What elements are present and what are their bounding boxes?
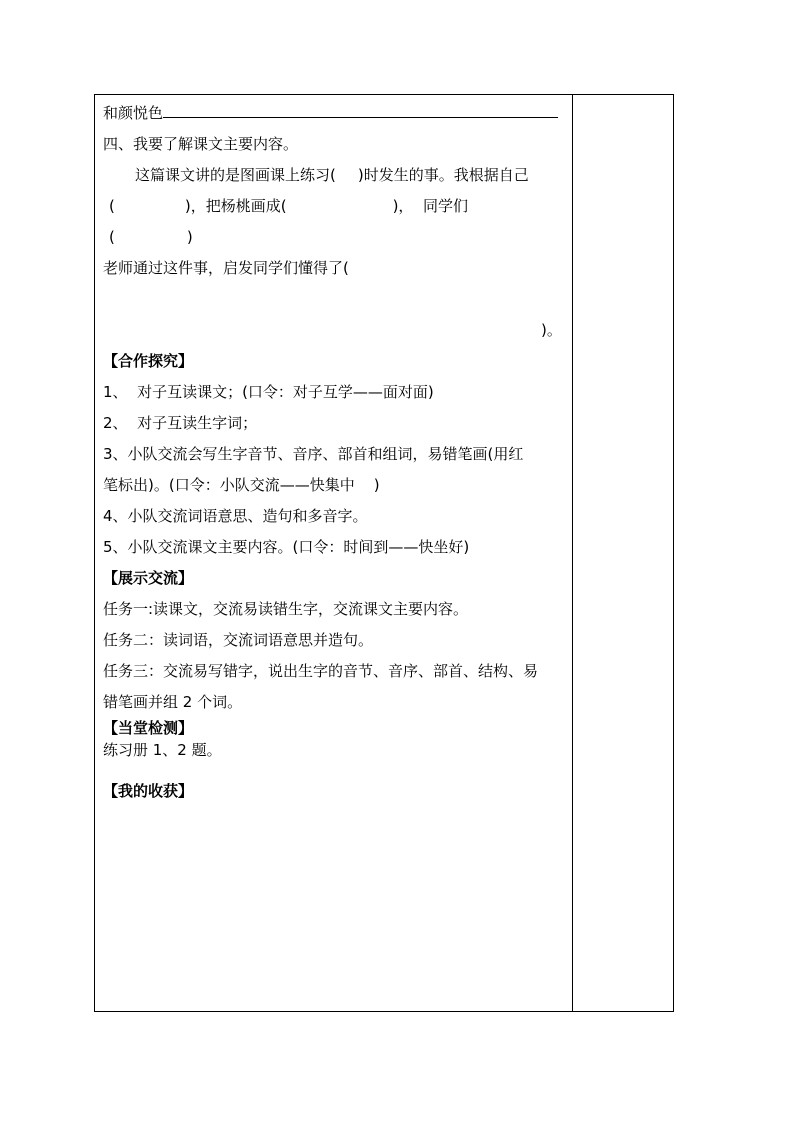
section4-line2-text-b: )，把杨桃画成( — [184, 197, 287, 215]
section4-line1-text-a: 这篇课文讲的是图画课上练习( — [135, 166, 336, 184]
cooperate-item: 5、小队交流课文主要内容。(口令：时间到——快坐好) — [103, 538, 470, 556]
section4-line3 — [109, 227, 193, 247]
cooperate-item: 笔标出)。(口令：小队交流——快集中 ) — [103, 476, 380, 494]
display-item: 任务二：读词语，交流词语意思并造句。 — [103, 631, 374, 649]
cooperate-title: 【合作探究】 — [103, 352, 194, 370]
section4-line1 — [135, 165, 529, 185]
vocab-line — [103, 103, 558, 123]
column-divider — [572, 95, 573, 1011]
section4-line3-text-b: ) — [186, 228, 193, 246]
section4-line2 — [109, 196, 468, 216]
worksheet-table — [94, 94, 674, 1012]
cooperate-item: 3、小队交流会写生字音节、音序、部首和组词，易错笔画(用红 — [103, 445, 524, 463]
display-item: 任务三：交流易写错字，说出生字的音节、音序、部首、结构、易 — [103, 662, 539, 680]
test-content: 练习册 1、2 题。 — [103, 741, 222, 759]
section4-line1-text-b: )时发生的事。我根据自己 — [357, 166, 529, 184]
section4-line3-text-a: ( — [109, 228, 115, 246]
display-title: 【展示交流】 — [103, 569, 194, 587]
cooperate-item: 2、 对子互读生字词； — [103, 414, 258, 432]
cooperate-item: 4、小队交流词语意思、造句和多音字。 — [103, 507, 368, 525]
section4-line4: 老师通过这件事，启发同学们懂得了( — [103, 259, 349, 277]
display-item: 任务一:读课文，交流易读错生字，交流课文主要内容。 — [103, 600, 469, 618]
section4-line2-text-c: )， 同学们 — [392, 197, 468, 215]
harvest-title: 【我的收获】 — [103, 782, 194, 800]
section4-line5: )。 — [541, 321, 562, 339]
section4-line2-text-a: ( — [109, 197, 115, 215]
section4-title: 四、我要了解课文主要内容。 — [103, 135, 299, 153]
vocab-answer-blank[interactable] — [163, 103, 558, 118]
display-item: 错笔画并组 2 个词。 — [103, 693, 243, 711]
vocab-word: 和颜悦色 — [103, 104, 164, 122]
test-title: 【当堂检测】 — [103, 719, 194, 737]
cooperate-item: 1、 对子互读课文；(口令：对子互学——面对面) — [103, 383, 434, 401]
